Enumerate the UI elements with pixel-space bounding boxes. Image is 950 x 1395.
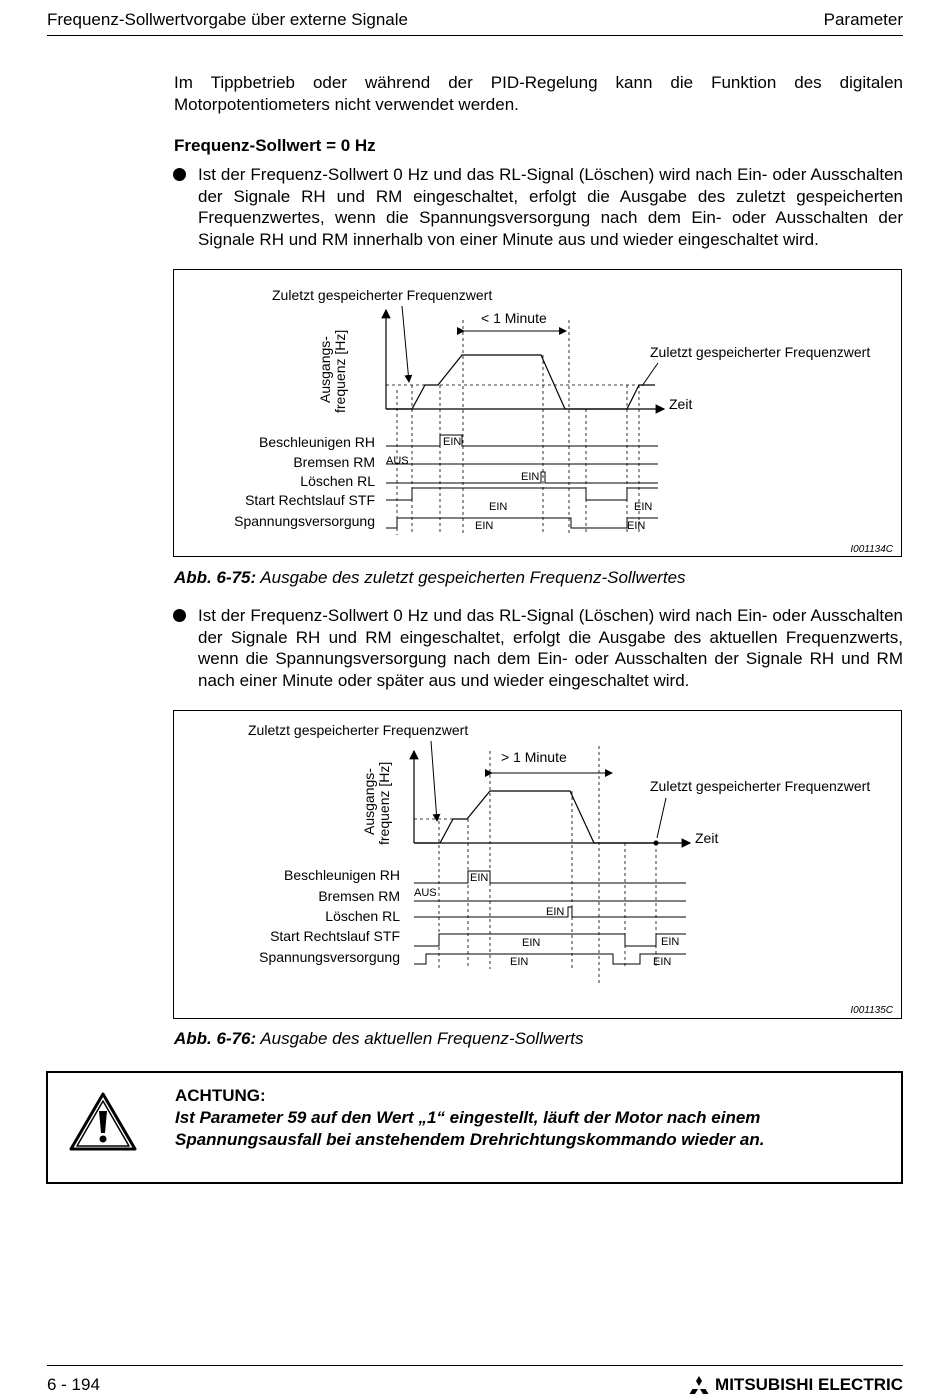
ein-label: EIN — [443, 436, 462, 448]
header-rule — [47, 35, 903, 36]
interval-label: < 1 Minute — [481, 310, 547, 326]
ein-label: EIN — [634, 501, 653, 513]
time-markers — [397, 320, 639, 535]
bullet-paragraph-2: Ist der Frequenz-Sollwert 0 Hz und das RL-Signal (Löschen) wird nach Ein- oder Ausschalten der Signale RH und RM eingeschaltet, erfolgt die Ausgabe des aktuellen Frequenzwerts, wenn die Spannungsversorgung nach dem Ein- oder Ausschalten der Signale RH und RM nach einer Minute oder später aus und wieder eingeschaltet wird. — [198, 606, 903, 690]
caption-text: Ausgabe des zuletzt gespeicherten Frequenz-Sollwertes — [260, 568, 686, 587]
ein-label: EIN — [522, 937, 541, 949]
ein-label: EIN — [661, 936, 680, 948]
y-axis-label-line1: Ausgangs- — [317, 336, 333, 403]
mitsubishi-diamonds-icon — [688, 1376, 710, 1395]
pointer-arrow — [402, 306, 409, 382]
brand-name: MITSUBISHI ELECTRIC — [715, 1375, 903, 1394]
y-axis-label-line1: Ausgangs- — [361, 768, 377, 835]
caption-number: Abb. 6-75: — [174, 568, 257, 587]
signal-label-rh: Beschleunigen RH — [284, 867, 400, 883]
brand-logo — [688, 1375, 903, 1395]
frequency-trace — [414, 791, 656, 843]
label-last-stored-top: Zuletzt gespeicherter Frequenzwert — [248, 722, 469, 738]
warning-triangle-icon — [68, 1091, 138, 1153]
caption-text: Ausgabe des aktuellen Frequenz-Sollwerts — [260, 1029, 584, 1048]
signal-label-rh: Beschleunigen RH — [259, 434, 375, 450]
section-heading: Frequenz-Sollwert = 0 Hz — [174, 136, 376, 155]
warning-text: Ist Parameter 59 auf den Wert „1“ eingestellt, läuft der Motor nach einem Spannungsausfall bei anstehendem Drehrichtungskommando wieder an. — [175, 1108, 765, 1149]
label-last-stored-top: Zuletzt gespeicherter Frequenzwert — [272, 287, 493, 303]
signal-label-rm: Bremsen RM — [318, 888, 400, 904]
x-axis-label: Zeit — [669, 396, 693, 412]
ein-label: EIN — [653, 956, 672, 968]
signal-label-rl: Löschen RL — [325, 908, 400, 924]
ein-label: EIN — [470, 872, 489, 884]
aus-label: AUS — [414, 887, 437, 899]
interval-label: > 1 Minute — [501, 749, 567, 765]
ein-label: EIN — [475, 520, 494, 532]
ein-label: EIN — [489, 501, 508, 513]
signal-label-stf: Start Rechtslauf STF — [270, 928, 400, 944]
signal-label-power: Spannungsversorgung — [234, 513, 375, 529]
page-number: 6 - 194 — [47, 1375, 100, 1394]
time-markers — [439, 746, 656, 983]
pointer-arrow — [431, 741, 437, 821]
label-last-stored-right: Zuletzt gespeicherter Frequenzwert — [650, 778, 871, 794]
pointer-line — [657, 798, 666, 838]
signal-label-stf: Start Rechtslauf STF — [245, 492, 375, 508]
pointer-line — [642, 363, 658, 386]
figure-caption-1 — [174, 568, 686, 588]
timing-diagram-1 — [173, 269, 902, 557]
warning-box — [46, 1071, 903, 1184]
bullet-icon — [173, 609, 186, 622]
intro-paragraph: Im Tippbetrieb oder während der PID-Regelung kann die Funktion des digitalen Motorpotentiometers nicht verwendet werden. — [174, 73, 903, 114]
y-axis-label-line2: frequenz [Hz] — [376, 761, 392, 845]
signal-label-power: Spannungsversorgung — [259, 949, 400, 965]
footer-rule — [47, 1365, 903, 1366]
warning-title: ACHTUNG: — [175, 1086, 266, 1105]
figure-code: I001135C — [850, 1005, 893, 1016]
caption-number: Abb. 6-76: — [174, 1029, 257, 1048]
ein-label: EIN — [521, 471, 540, 483]
ein-label: EIN — [546, 906, 565, 918]
signal-label-rl: Löschen RL — [300, 473, 375, 489]
signal-label-rm: Bremsen RM — [293, 454, 375, 470]
timing-diagram-2 — [173, 710, 902, 1019]
aus-label: AUS — [386, 455, 409, 467]
bullet-icon — [173, 168, 186, 181]
x-axis-label: Zeit — [695, 830, 719, 846]
figure-caption-2 — [174, 1029, 583, 1049]
figure-code: I001134C — [850, 544, 893, 555]
ein-label: EIN — [627, 520, 646, 532]
bullet-paragraph-1: Ist der Frequenz-Sollwert 0 Hz und das RL-Signal (Löschen) wird nach Ein- oder Ausschalten der Signale RH und RM eingeschaltet, erfolgt die Ausgabe des zuletzt gespeicherten Frequenzwertes, wenn die Spannungsversorgung nach dem Ein- oder Ausschalten der Signale RH und RM innerhalb von einer Minute aus und wieder eingeschaltet wird. — [198, 165, 903, 249]
y-axis-label-line2: frequenz [Hz] — [332, 329, 348, 413]
label-last-stored-right: Zuletzt gespeicherter Frequenzwert — [650, 344, 871, 360]
frequency-trace — [386, 355, 655, 409]
running-header-section: Parameter — [823, 10, 903, 29]
running-header-title: Frequenz-Sollwertvorgabe über externe Signale — [47, 10, 408, 29]
ein-label: EIN — [510, 956, 529, 968]
